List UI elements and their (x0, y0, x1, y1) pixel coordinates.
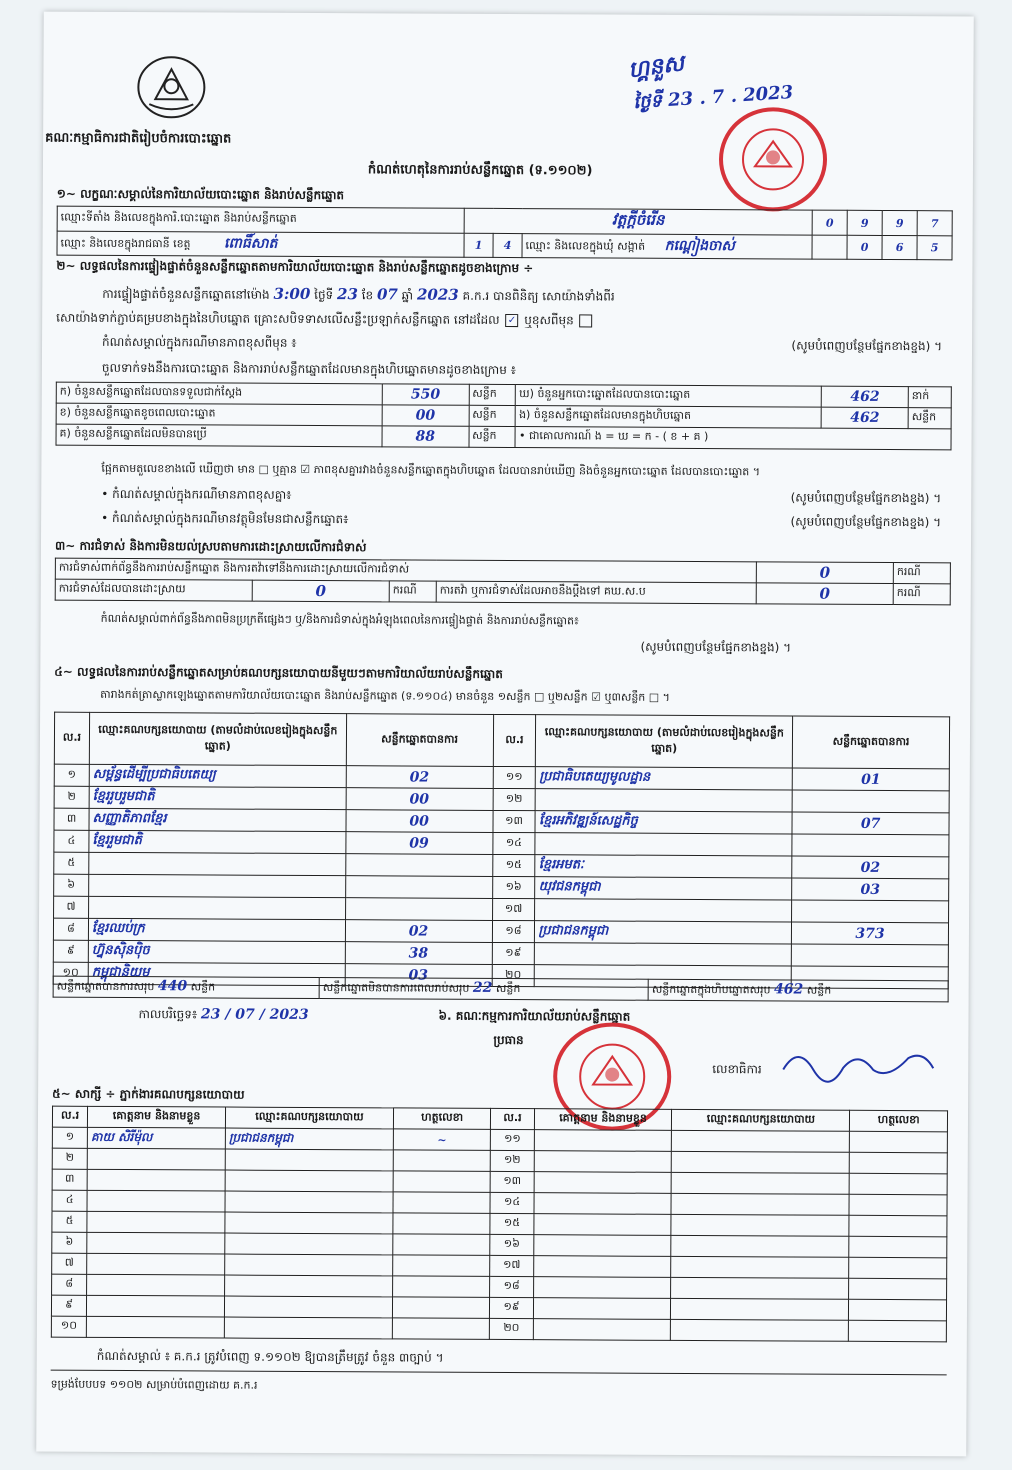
party-name: ប្រជាជនកម្ពុជា (535, 921, 792, 944)
note-mismatch-label: • កំណត់សម្គាល់ក្នុងករណីមានភាពខុសគ្នា៖ (101, 486, 292, 502)
witness-signature (393, 1171, 491, 1193)
party-no: ១២ (493, 788, 536, 810)
witness-no: ១៤ (490, 1192, 533, 1213)
party-no: ៣ (54, 808, 89, 830)
party-no: ៤ (54, 830, 89, 852)
section1-title: ១~ លក្ខណៈសម្គាល់នៃការិយាល័យបោះឆ្នោត និងរាប់សន្លឹកឆ្នោត (56, 186, 345, 203)
committee-name: គណៈកម្មាធិការជាតិរៀបចំការបោះឆ្នោត (45, 130, 232, 147)
witness-signature (850, 1173, 948, 1195)
witness-party: ប្រជាជនកម្ពុជា (225, 1128, 393, 1150)
objection-value: 0 (756, 562, 893, 584)
party-votes (792, 790, 949, 813)
objection-label: ការជំទាស់ពាក់ព័ន្ធនឹងការរាប់សន្លឹកឆ្នោត និងការតវ៉ាទៅនឹងការដោះស្រាយលើការជំទាស់ (55, 558, 756, 583)
party-name (536, 789, 793, 812)
col-sign: ហត្ថលេខា (850, 1110, 948, 1132)
resolved-unit: ករណី (389, 581, 436, 602)
province-code-digit: 1 (464, 233, 493, 257)
party-votes: 01 (792, 768, 949, 791)
party-name: ប្រជាធិបតេយ្យមូលដ្ឋាន (536, 767, 793, 790)
witness-name (533, 1277, 671, 1299)
fill-note: (សូមបំពេញបន្ថែមផ្នែកខាងខ្នង) ។ (790, 490, 942, 506)
station-table (56, 206, 952, 261)
count-value: 88 (382, 426, 469, 447)
station-name: វត្តក្ដីចំរើន (464, 208, 812, 235)
party-no: ២ (54, 786, 89, 808)
party-votes: 02 (345, 920, 492, 943)
ballot-count-report (36, 12, 974, 1457)
chair-label: ប្រធាន (493, 1032, 524, 1048)
party-name: ខ្មែរឈប់ក្រ (88, 918, 345, 941)
count-label: ង) ចំនួនសន្លឹកឆ្នោតដែលមានក្នុងហិបឆ្នោត (516, 406, 822, 429)
witness-body (51, 1127, 947, 1342)
col-name: គោត្តនាម និងនាមខ្លួន (88, 1106, 226, 1128)
witness-no: ៨ (52, 1274, 87, 1295)
witness-party (224, 1296, 392, 1318)
verify-year: 2023 (416, 285, 459, 304)
footer-note: កំណត់សម្គាល់ ៖ គ.ក.រ ត្រូវបំពេញ ទ.១១០២ ឱ្យបានត្រឹមត្រូវ ចំនួន ៣ច្បាប់ ។ (96, 1348, 444, 1365)
count-unit: សន្លឹក (469, 384, 516, 405)
seal-changed-checkbox[interactable] (580, 314, 593, 327)
station-code-digit: 0 (812, 210, 847, 235)
party-votes (345, 898, 492, 921)
party-no: ៨ (53, 918, 88, 940)
station-code-digit: 7 (917, 211, 952, 236)
party-name: សម្ព័ន្ធដើម្បីប្រជាធិបតេយ្យ (89, 764, 346, 787)
commune-code-digit: 5 (917, 236, 952, 260)
witness-party (225, 1233, 393, 1255)
party-no: ៥ (54, 852, 89, 874)
resolved-label: ការជំទាស់ដែលបានដោះស្រាយ (55, 579, 252, 601)
fill-note: (សូមបំពេញបន្ថែមផ្នែកខាងខ្នង) ។ (640, 639, 792, 655)
party-no: ៧ (54, 896, 89, 918)
witness-no: ៧ (52, 1253, 87, 1274)
witness-party (671, 1319, 849, 1341)
witness-name (534, 1193, 672, 1215)
witness-signature (849, 1257, 947, 1279)
province-label: ឈ្មោះ និងលេខក្នុងរាជធានី ខេត្ត (60, 236, 191, 251)
witness-name (533, 1298, 671, 1320)
party-no: ១ (54, 764, 89, 786)
witness-name (534, 1151, 672, 1173)
party-name: កម្ពុជានិយម (88, 962, 345, 985)
witness-name (533, 1235, 671, 1257)
witness-party (225, 1212, 393, 1234)
total-valid-label: សន្លឹកឆ្នោតបានការសរុប (56, 979, 155, 994)
col-no: ល.រ (54, 712, 89, 764)
witness-party (672, 1151, 850, 1173)
commune-label: ឈ្មោះ និងលេខក្នុងឃុំ សង្កាត់ (525, 239, 646, 253)
witness-signature (393, 1255, 491, 1277)
note-diff-label: កំណត់សម្គាល់ក្នុងករណីមានភាពខុសពីមុន ៖ (102, 334, 297, 350)
report-date: 23 / 07 / 2023 (200, 1006, 309, 1023)
party-votes: 03 (792, 878, 949, 901)
appeal-unit: ករណី (893, 584, 950, 605)
count-label: ខ) ចំនួនសន្លឹកឆ្នោតខូចពេលបោះឆ្នោត (56, 403, 382, 426)
col-sign: ហត្ថលេខា (393, 1108, 491, 1130)
witness-party (225, 1191, 393, 1213)
total-valid: 440 (157, 978, 188, 995)
verify-text: ការផ្ទៀងផ្ទាត់ចំនួនសន្លឹកឆ្នោតនៅម៉ោង (102, 286, 270, 302)
official-seal-top (719, 107, 828, 212)
witness-name (87, 1190, 225, 1212)
section4-title: ៤~ លទ្ធផលនៃការរាប់សន្លឹកឆ្នោតសម្រាប់គណបក្សនយោបាយនីមួយៗតាមការិយាល័យរាប់សន្លឹកឆ្នោត (54, 664, 503, 681)
party-votes: 09 (346, 832, 493, 855)
fill-note: (សូមបំពេញបន្ថែមផ្នែកខាងខ្នង) ។ (791, 338, 943, 354)
witness-signature (850, 1131, 948, 1153)
witness-no: ៣ (52, 1169, 87, 1190)
party-no: ២០ (492, 964, 535, 986)
party-votes (792, 834, 949, 857)
station-code-digit: 9 (847, 210, 882, 235)
witness-name (534, 1130, 672, 1152)
witness-name (87, 1274, 225, 1296)
party-votes: 02 (346, 766, 493, 789)
irregularity-note: កំណត់សម្គាល់ពាក់ព័ន្ធនឹងភាពមិនប្រក្រតីផ្សេងៗ ឬ/និងការជំទាស់ក្នុងអំឡុងពេលនៃការផ្ទៀងផ្ទាត់ និងការរាប់សន្លឹកឆ្នោត៖ (100, 611, 579, 628)
witness-party (671, 1214, 849, 1236)
seal-intact-checkbox[interactable]: ✓ (505, 314, 518, 327)
witness-party (671, 1235, 849, 1257)
party-votes: 03 (345, 964, 492, 987)
party-votes: 02 (792, 856, 949, 879)
unit: សន្លឹក (495, 981, 521, 996)
counts-table (56, 382, 952, 451)
witness-name (87, 1253, 225, 1275)
witness-signature (392, 1318, 490, 1340)
witness-signature (850, 1152, 948, 1174)
nec-emblem-icon (135, 54, 207, 120)
party-votes (345, 876, 492, 899)
witness-name: គាយ សិរីម៉ុល (88, 1127, 226, 1149)
party-name: ខ្មែររួបរួមជាតិ (89, 786, 346, 809)
total-invalid-label: សន្លឹកឆ្នោតមិនបានការពេលរាប់សរុប (322, 981, 470, 995)
witness-signature (849, 1299, 947, 1321)
verify-line (102, 284, 614, 307)
witness-no: ៩ (51, 1295, 86, 1316)
date-line (138, 1006, 308, 1025)
witness-no: ៤ (52, 1190, 87, 1211)
witness-name (534, 1214, 672, 1236)
witness-no: ១៩ (490, 1297, 533, 1318)
tally-sheets-line: តារាងកត់ត្រាស្លាកឡេងឆ្នោតតាមការិយាល័យបោះឆ្នោត និងរាប់សន្លឹកឆ្នោត (ទ.១១០៤) មានចំនួន ១សន្លឹក □ ឬ២សន្លឹក ☑ ឬ៣សន្លឹក □ ។ (100, 687, 670, 704)
verify-month: 07 (376, 285, 398, 304)
party-name: ខ្មែរអមតៈ (535, 855, 792, 878)
party-name (88, 896, 345, 919)
appeal-value: 0 (756, 583, 893, 605)
count-label: គ) ចំនួនសន្លឹកឆ្នោតដែលមិនបានប្រើ (56, 424, 382, 447)
witness-no: ១៥ (490, 1213, 533, 1234)
count-value: 462 (822, 386, 909, 407)
col-name: គោត្តនាម និងនាមខ្លួន (534, 1109, 672, 1131)
witness-signature (849, 1320, 947, 1342)
witness-name (87, 1316, 225, 1338)
witness-name (87, 1148, 225, 1170)
party-votes: 373 (792, 922, 949, 945)
party-votes (791, 944, 948, 967)
verify-text-b: គ.ក.រ បានពិនិត្យ សោយ៉ាងទាំងពីរ (462, 288, 615, 304)
party-no: ១១ (493, 766, 536, 788)
witness-signature (849, 1215, 947, 1237)
party-no: ១៧ (492, 898, 535, 920)
col-no: ល.រ (491, 1108, 534, 1129)
witness-signature (849, 1194, 947, 1216)
party-no: ៦ (54, 874, 89, 896)
total-invalid: 22 (472, 979, 493, 996)
section5-title: ៥~ សាក្សី ÷ ភ្នាក់ងារគណបក្សនយោបាយ (52, 1086, 245, 1102)
witness-no: ១ (52, 1127, 87, 1148)
handwritten-note-top: ហ្គនួស (626, 50, 686, 84)
total-box-label: សន្លឹកឆ្នោតក្នុងហិបឆ្នោតសរុប (651, 982, 771, 997)
note-objects-label: • កំណត់សម្គាល់ក្នុងករណីមានវត្ថុមិនមែនជាសន្លឹកឆ្នោត៖ (101, 510, 349, 527)
witness-party (225, 1170, 393, 1192)
party-no: ១៦ (492, 876, 535, 898)
party-name: ខ្មែរអភិវឌ្ឍន៍សេដ្ឋកិច្ច (535, 811, 792, 834)
footer-divider (51, 1370, 947, 1376)
party-no: ១៩ (492, 942, 535, 964)
party-name: យុវជនកម្ពុជា (535, 877, 792, 900)
witness-signature (393, 1192, 491, 1214)
witness-no: ១៨ (490, 1276, 533, 1297)
col-party: ឈ្មោះគណបក្សនយោបាយ (225, 1107, 393, 1129)
diff-check-line: ផ្អែកតាមតួលេខខាងលើ ឃើញថា មាន □ ឬគ្មាន ☑ ភាពខុសគ្នារវាងចំនួនសន្លឹកឆ្នោតក្នុងហិបឆ្នោត ដែលបានរាប់ឃើញ និងចំនួនអ្នកបោះឆ្នោត ដែលបានបោះឆ្នោត ។ (101, 461, 761, 479)
witness-name (87, 1295, 225, 1317)
date-label: កាលបរិច្ឆេទ៖ (138, 1007, 198, 1022)
witness-signature (849, 1278, 947, 1300)
form-title: កំណត់ហេតុនៃការរាប់សន្លឹកឆ្នោត (ទ.១១០២) (367, 162, 593, 179)
col-no: ល.រ (52, 1106, 87, 1127)
seal-changed-label: ឬខុសពីមុន (524, 313, 574, 328)
station-label: ឈ្មោះទីតាំង និងលេខក្នុងការិ.បោះឆ្នោត និងរាប់សន្លឹកឆ្នោត (57, 206, 464, 233)
witness-no: ១២ (491, 1150, 534, 1171)
witness-signature (393, 1213, 491, 1235)
party-name (535, 833, 792, 856)
count-unit: នាក់ (908, 387, 951, 408)
party-votes: 38 (345, 942, 492, 965)
results-body (53, 764, 949, 989)
col-party: ឈ្មោះគណបក្សនយោបាយ (តាមលំដាប់លេខរៀងក្នុងសន្លឹកឆ្នោត) (536, 715, 793, 768)
month-label: ខែ (361, 288, 374, 303)
intro-line: ចួលទាក់ទងនឹងការបោះឆ្នោត និងការរាប់សន្លឹកឆ្នោតដែលមានក្នុងហិបឆ្នោតមានដូចខាងក្រោម ៖ (101, 360, 516, 378)
section2-title: ២~ លទ្ធផលនៃការផ្ទៀងផ្ទាត់ចំនួនសន្លឹកឆ្នោតតាមការិយាល័យបោះឆ្នោត និងរាប់សន្លឹកឆ្នោតដូចខាងក្រោម ÷ (56, 258, 534, 276)
commune-code-digit: 6 (882, 235, 917, 259)
witness-no: ២០ (490, 1318, 533, 1339)
witness-party (224, 1317, 392, 1339)
witness-table (51, 1106, 948, 1343)
witness-signature (849, 1236, 947, 1258)
count-label: ក) ចំនួនសន្លឹកឆ្នោតដែលបានទទួលជាក់ស្តែង (56, 382, 382, 405)
party-votes: 00 (346, 810, 493, 833)
col-party: ឈ្មោះគណបក្សនយោបាយ (672, 1109, 850, 1131)
witness-no: ១១ (491, 1129, 534, 1150)
count-unit: សន្លឹក (469, 405, 516, 426)
party-no: ៩ (53, 940, 88, 962)
witness-name (87, 1211, 225, 1233)
witness-party (225, 1275, 393, 1297)
count-value: 00 (382, 405, 469, 426)
table-row (51, 1316, 946, 1342)
objection-table (55, 558, 951, 606)
party-votes: 00 (346, 788, 493, 811)
party-name (535, 943, 792, 966)
witness-signature (393, 1150, 491, 1172)
witness-signature (392, 1276, 490, 1298)
form-code: ទម្រង់បែបបទ ១១០២ សម្រាប់បំពេញដោយ គ.ក.រ (50, 1377, 258, 1392)
party-no: ១០ (53, 962, 88, 984)
witness-party (671, 1193, 849, 1215)
note-mismatch (101, 486, 941, 508)
witness-no: ៥ (52, 1211, 87, 1232)
appeal-label: ការតវ៉ា ឬការជំទាស់ដែលអាចនឹងប្ដឹងទៅ គឃ.ស.ប (436, 581, 756, 604)
witness-name (533, 1319, 671, 1341)
party-name (89, 874, 346, 897)
total-box: 462 (773, 981, 804, 998)
received-date: ថ្ងៃទី 23 . 7 . 2023 (632, 81, 794, 114)
totals-table (53, 976, 949, 1003)
witness-no: ១០ (51, 1316, 86, 1337)
witness-no: ១៧ (490, 1255, 533, 1276)
witness-party (672, 1130, 850, 1152)
witness-no: ៦ (52, 1232, 87, 1253)
witness-signature (392, 1297, 490, 1319)
witness-party (225, 1149, 393, 1171)
count-unit: សន្លឹក (469, 426, 516, 447)
commune-code-digit: 0 (847, 235, 882, 259)
party-name: ហ្វ៊ុនស៊ិនប៉ិច (88, 940, 345, 963)
witness-name (534, 1172, 672, 1194)
witness-party (225, 1254, 393, 1276)
witness-signature (393, 1234, 491, 1256)
count-unit: សន្លឹក (908, 408, 951, 429)
col-votes: សន្លឹកឆ្នោតបានការ (792, 716, 949, 769)
section3-title: ៣~ ការជំទាស់ និងការមិនយល់ស្របតាមការដោះស្រាយលើការជំទាស់ (54, 538, 367, 555)
party-votes: 07 (792, 812, 949, 835)
col-no: ល.រ (493, 714, 536, 766)
party-name: ខ្មែររួមជាតិ (89, 830, 346, 853)
witness-no: ១៣ (491, 1171, 534, 1192)
witness-party (671, 1256, 849, 1278)
witness-name (87, 1232, 225, 1254)
day-label: ថ្ងៃទី (314, 287, 334, 303)
col-party: ឈ្មោះគណបក្សនយោបាយ (តាមលំដាប់លេខរៀងក្នុងសន្លឹកឆ្នោត) (89, 712, 346, 765)
count-value: 462 (822, 407, 909, 428)
verify-time: 3:00 (273, 284, 311, 303)
resolved-value: 0 (252, 580, 389, 602)
count-value: 550 (382, 384, 469, 405)
party-name: សញ្ញាតិភាពខ្មែរ (89, 808, 346, 831)
secretary-signature (778, 1039, 938, 1090)
secretary-label: លេខាធិការ (712, 1062, 762, 1077)
province-name: ពោធិ៍សាត់ (224, 235, 278, 252)
unit: សន្លឹក (806, 983, 832, 997)
col-votes: សន្លឹកឆ្នោតបានការ (346, 714, 493, 767)
party-name (535, 899, 792, 922)
party-name (89, 852, 346, 875)
year-label: ឆ្នាំ (401, 288, 414, 303)
witness-no: ២ (52, 1148, 87, 1169)
party-votes (345, 854, 492, 877)
witness-no: ១៦ (490, 1234, 533, 1255)
witness-party (671, 1298, 849, 1320)
witness-party (671, 1277, 849, 1299)
province-code-digit: 4 (493, 233, 522, 257)
note-diff (102, 334, 942, 356)
party-votes (792, 900, 949, 923)
verify-day: 23 (336, 285, 358, 304)
party-no: ១៤ (492, 832, 535, 854)
seal-line (56, 310, 595, 331)
committee-sign: ៦. គណៈកម្មការការិយាល័យរាប់សន្លឹកឆ្នោត (438, 1008, 631, 1024)
witness-party (672, 1172, 850, 1194)
station-code-digit: 9 (882, 210, 917, 235)
count-label: ឃ) ចំនួនអ្នកបោះឆ្នោតដែលបានបោះឆ្នោត (516, 385, 822, 408)
commune-name: កណ្ដៀងចាស់ (664, 237, 735, 255)
witness-signature: ~ (393, 1129, 491, 1151)
witness-name (87, 1169, 225, 1191)
seal-text: សោយ៉ាងទាក់ភ្ជាប់គម្របខាងក្នុងនៃហិបឆ្នោត គ្រោះសបិទទាសលើសន្លឹះប្រឡាក់សន្លឹកឆ្នោត នៅដដែល (56, 310, 500, 327)
results-table (53, 712, 950, 990)
witness-name (533, 1256, 671, 1278)
note-objects (101, 510, 941, 532)
unit: សន្លឹក (190, 980, 216, 994)
fill-note: (សូមបំពេញបន្ថែមផ្នែកខាងខ្នង) ។ (790, 514, 942, 530)
party-no: ១៥ (492, 854, 535, 876)
party-no: ១៣ (493, 810, 536, 832)
objection-unit: ករណី (893, 563, 950, 584)
formula: • ជាគោលការណ៍ ង = ឃ = ក - ( ខ + គ ) (515, 427, 951, 450)
party-no: ១៨ (492, 920, 535, 942)
